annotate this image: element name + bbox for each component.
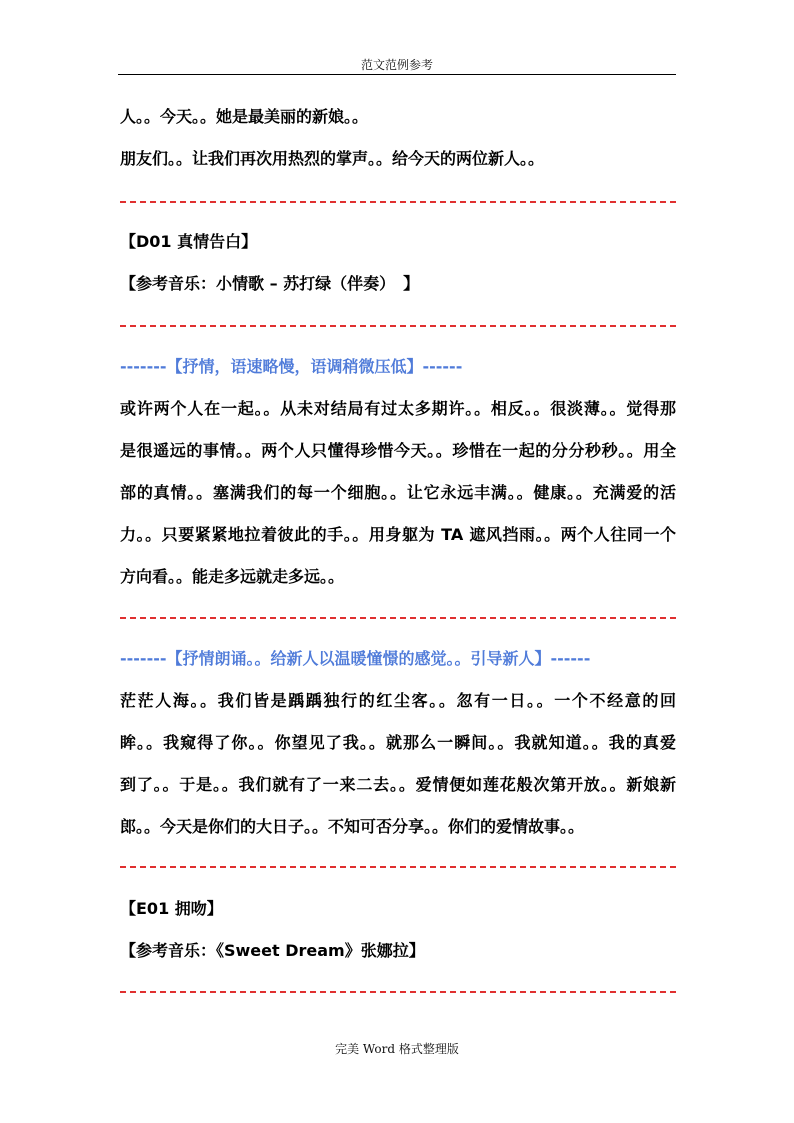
section-divider [120,201,676,203]
intro-line-2: 朋友们。。让我们再次用热烈的掌声。。给今天的两位新人。。 [120,149,545,168]
paragraph-2-line-1: 茫茫人海。。我们皆是踽踽独行的红尘客。。忽有一日。。一个不经意的回 [120,691,676,710]
paragraph-1-line-2: 是很遥远的事情。。两个人只懂得珍惜今天。。珍惜在一起的分分秒秒。。用全 [120,441,676,460]
section-divider [120,325,676,327]
page-header: 范文范例参考 [118,56,676,75]
performance-cue-1: -------【抒情，语速略慢，语调稍微压低】------ [120,357,463,376]
intro-line-1: 人。。今天。。她是最美丽的新娘。。 [120,107,369,126]
section-d01-title: 【D01 真情告白】 [120,232,258,251]
section-e01-title: 【E01 拥吻】 [120,899,223,918]
page-footer: 完美 Word 格式整理版 [335,1042,459,1056]
section-divider [120,617,676,619]
paragraph-1-line-1: 或许两个人在一起。。从未对结局有过太多期许。。相反。。很淡薄。。觉得那 [120,399,676,418]
paragraph-2-line-2: 眸。。我窥得了你。。你望见了我。。就那么一瞬间。。我就知道。。我的真爱 [120,733,676,752]
paragraph-1-line-3: 部的真情。。塞满我们的每一个细胞。。让它永远丰满。。健康。。充满爱的活 [120,483,676,502]
paragraph-1-line-5: 方向看。。能走多远就走多远。。 [120,567,345,586]
section-divider [120,866,676,868]
section-e01-music: 【参考音乐：《Sweet Dream》张娜拉】 [120,941,425,960]
paragraph-2-line-3: 到了。。于是。。我们就有了一来二去。。爱情便如莲花般次第开放。。新娘新 [120,775,676,794]
performance-cue-2: -------【抒情朗诵。。给新人以温暖憧憬的感觉。。引导新人】------ [120,649,591,668]
paragraph-2-line-4: 郎。。今天是你们的大日子。。不知可否分享。。你们的爱情故事。。 [120,817,585,836]
paragraph-1-line-4: 力。。只要紧紧地拉着彼此的手。。用身躯为 TA 遮风挡雨。。两个人往同一个 [120,525,676,544]
section-d01-music: 【参考音乐：小情歌 – 苏打绿（伴奏） 】 [120,274,420,293]
section-divider [120,991,676,993]
